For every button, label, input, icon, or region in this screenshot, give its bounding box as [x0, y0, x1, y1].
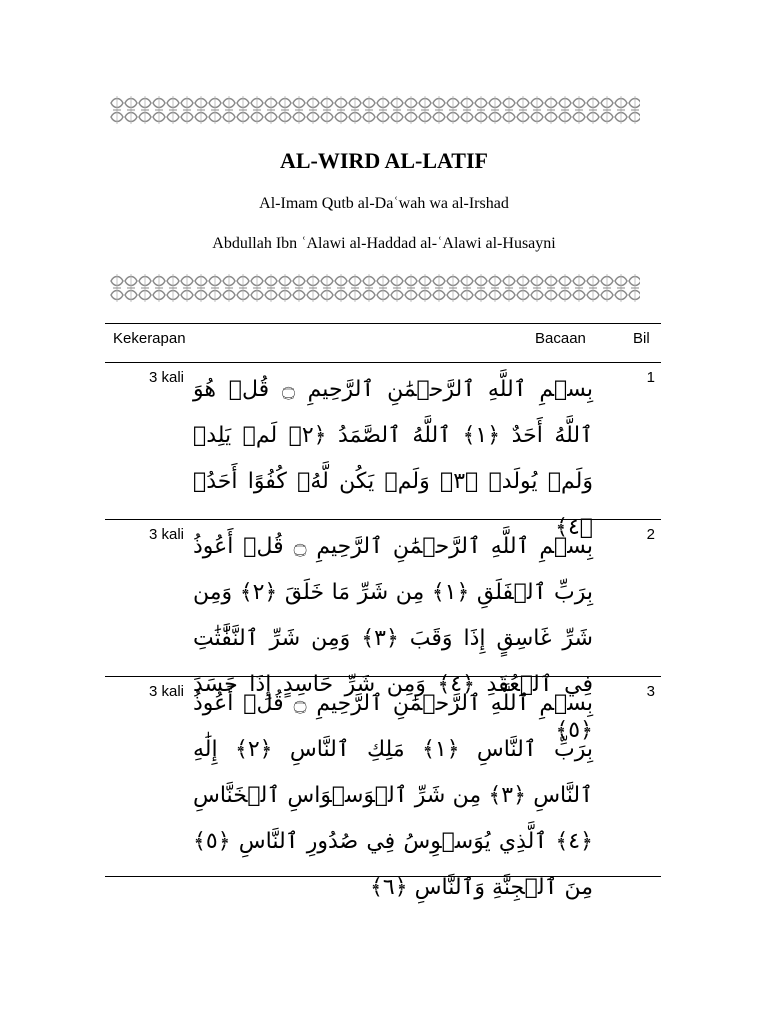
author-title-line: Al-Imam Qutb al-Daʿwah wa al-Irshad — [259, 195, 509, 212]
document-title: AL-WIRD AL-LATIF — [279, 148, 488, 173]
decorative-border-top — [110, 96, 640, 124]
author-name-line: Abdullah Ibn ʿAlawi al-Haddad al-ʿAlawi al-Husayni — [212, 235, 556, 252]
row-arabic-text: بِسۡمِ ٱللَّهِ ٱلرَّحۡمَٰنِ ٱلرَّحِيمِ ۝ قُلۡ أَعُوذُ بِرَبِّ ٱلۡفَلَقِ ﴿١﴾ مِن شَرِّ مَا خَلَقَ ﴿٢﴾ وَمِن شَرِّ غَاسِقٍ إِذَا وَقَبَ ﴿٣﴾ وَمِن شَرِّ ٱلنَّفَّٰثَٰتِ فِي ٱلۡعُقَدِ ﴿٤﴾ وَمِن شَرِّ حَاسِدٍ إِذَا حَسَدَ ﴿٥﴾ — [193, 534, 593, 743]
header-number: Bil — [633, 330, 650, 347]
row-number: 3 — [646, 683, 655, 700]
row-arabic-text: بِسۡمِ ٱللَّهِ ٱلرَّحۡمَٰنِ ٱلرَّحِيمِ ۝ قُلۡ أَعُوذُ بِرَبِّ ٱلنَّاسِ ﴿١﴾ مَلِكِ ٱلنَّاسِ ﴿٢﴾ إِلَٰهِ ٱلنَّاسِ ﴿٣﴾ مِن شَرِّ ٱلۡوَسۡوَاسِ ٱلۡخَنَّاسِ ﴿٤﴾ ٱلَّذِي يُوَسۡوِسُ فِي صُدُورِ ٱلنَّاسِ ﴿٥﴾ مِنَ ٱلۡجِنَّةِ وَٱلنَّاسِ ﴿٦﴾ — [193, 691, 594, 900]
row-frequency: 3 kali — [149, 683, 185, 700]
row-number: 2 — [646, 526, 655, 543]
wird-table — [105, 323, 661, 900]
header-reading: Bacaan — [535, 330, 586, 347]
row-frequency: 3 kali — [149, 526, 185, 543]
table-row — [105, 520, 661, 743]
row-number: 1 — [646, 369, 655, 386]
table-header — [105, 324, 661, 362]
table-row — [105, 363, 661, 540]
row-frequency: 3 kali — [149, 369, 185, 386]
header-frequency: Kekerapan — [113, 330, 186, 347]
row-arabic-text: بِسۡمِ ٱللَّهِ ٱلرَّحۡمَٰنِ ٱلرَّحِيمِ ۝ قُلۡ هُوَ ٱللَّهُ أَحَدٌ ﴿١﴾ ٱللَّهُ ٱلصَّمَدُ ﴿٢﴾ لَمۡ يَلِدۡ وَلَمۡ يُولَدۡ ﴿٣﴾ وَلَمۡ يَكُن لَّهُۥ كُفُوًا أَحَدُۢ ﴿٤﴾ — [193, 377, 593, 540]
decorative-border-bottom — [110, 274, 640, 302]
table-row — [105, 677, 661, 900]
